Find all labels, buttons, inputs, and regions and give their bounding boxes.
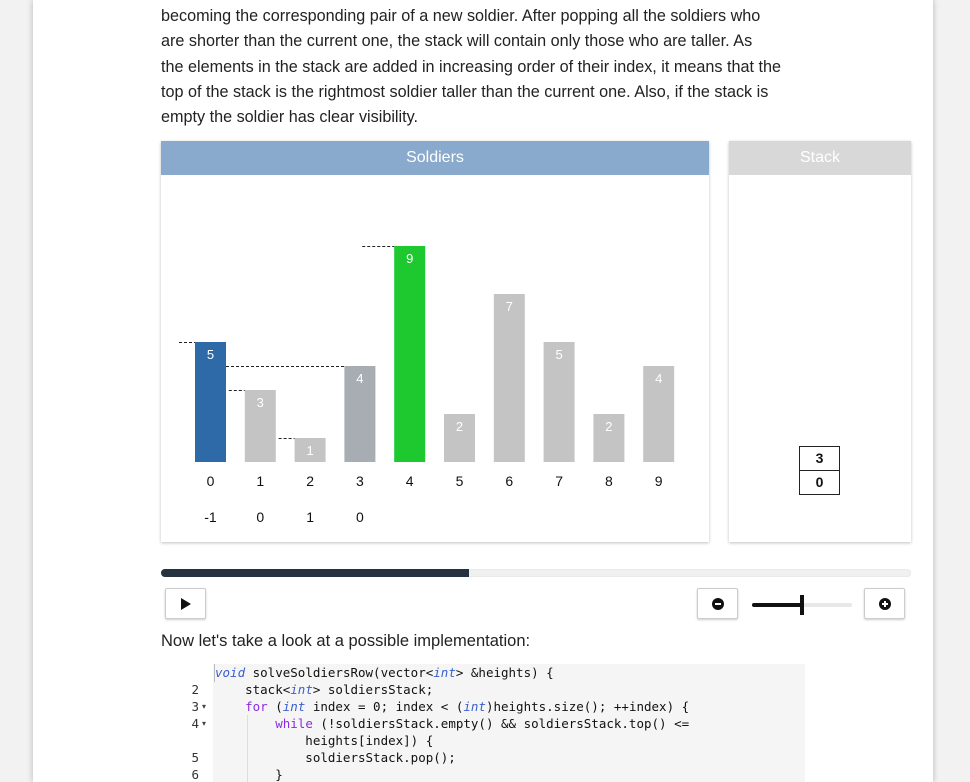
code-line: while (!soldiersStack.empty() && soldiersStack.top() <= — [275, 716, 690, 731]
soldier-height-label: 3 — [256, 395, 264, 410]
speed-slider-fill — [752, 603, 802, 607]
answer-label: 1 — [306, 509, 314, 525]
code-line: soldiersStack.pop(); — [215, 750, 456, 765]
line-number: 4 — [191, 716, 199, 731]
paragraph-line: empty the soldier has clear visibility. — [161, 108, 418, 127]
soldier-height-label: 5 — [555, 347, 563, 362]
line-number: 2 — [191, 682, 199, 697]
slower-button[interactable] — [697, 588, 738, 619]
line-number: 6 — [191, 767, 199, 782]
paragraph-line: the elements in the stack are added in increasing order of their index, it means that the — [161, 57, 781, 76]
soldier-height-label: 4 — [356, 371, 364, 386]
soldier-height-label: 1 — [306, 443, 314, 458]
fold-arrow-icon[interactable]: ▾ — [202, 702, 207, 711]
play-icon — [180, 598, 192, 610]
soldier-index-label: 6 — [505, 473, 514, 489]
soldier-bar — [394, 246, 425, 462]
stack-panel — [729, 141, 911, 542]
paragraph-line: top of the stack is the rightmost soldier taller than the current one. Also, if the stack is — [161, 82, 769, 101]
code-line: void solveSoldiersRow(vector<int> &heights) { — [215, 665, 554, 680]
soldier-index-label: 4 — [405, 473, 414, 489]
stack-item: 3 — [799, 446, 840, 471]
animation-progress-bar[interactable] — [161, 569, 911, 577]
code-gutter — [161, 664, 213, 782]
soldier-bar — [494, 294, 525, 462]
soldier-index-label: 3 — [356, 473, 364, 489]
stack-panel-title: Stack — [729, 141, 911, 175]
code-editor — [161, 664, 805, 782]
soldier-height-label: 7 — [505, 299, 513, 314]
code-line: for (int index = 0; index < (int)heights.size(); ++index) { — [245, 699, 690, 714]
soldier-height-label: 2 — [605, 419, 613, 434]
soldier-index-label: 9 — [654, 473, 663, 489]
faster-button[interactable] — [864, 588, 905, 619]
speed-slider-thumb[interactable] — [800, 595, 804, 615]
line-number: 3 — [191, 699, 199, 714]
soldier-index-label: 5 — [455, 473, 464, 489]
code-line: stack<int> soldiersStack; — [215, 682, 434, 697]
soldier-height-label: 2 — [455, 419, 464, 434]
paragraph-line: becoming the corresponding pair of a new soldier. After popping all the soldiers who — [161, 7, 761, 25]
soldier-height-label: 4 — [655, 371, 663, 386]
soldier-index-label: 8 — [605, 473, 613, 489]
progress-fill — [161, 569, 469, 577]
implementation-heading: Now let's take a look at a possible implementation: — [161, 632, 531, 650]
code-line: heights[index]) { — [215, 733, 434, 748]
soldier-height-label: 5 — [206, 347, 215, 362]
explanation-paragraph — [161, 4, 811, 130]
answer-label: 0 — [356, 509, 364, 525]
play-button[interactable] — [165, 588, 206, 619]
soldier-index-label: 7 — [555, 473, 563, 489]
line-number: 5 — [191, 750, 199, 765]
stack-item: 0 — [799, 470, 840, 495]
soldiers-panel-title: Soldiers — [161, 141, 709, 175]
plus-circle-icon — [879, 598, 891, 610]
speed-slider[interactable] — [752, 603, 852, 607]
soldier-index-label: 0 — [206, 473, 215, 489]
code-line: } — [215, 767, 283, 782]
soldier-height-label: 9 — [406, 251, 414, 266]
answer-label: -1 — [204, 509, 217, 525]
answer-label: 0 — [256, 509, 265, 525]
fold-arrow-icon[interactable]: ▾ — [202, 719, 207, 728]
soldiers-panel — [161, 141, 709, 542]
soldiers-visualization — [161, 175, 709, 542]
soldier-index-label: 1 — [256, 473, 265, 489]
minus-circle-icon — [712, 598, 724, 610]
paragraph-line: are shorter than the current one, the stack will contain only those who are taller. As — [161, 32, 753, 51]
soldier-index-label: 2 — [306, 473, 314, 489]
